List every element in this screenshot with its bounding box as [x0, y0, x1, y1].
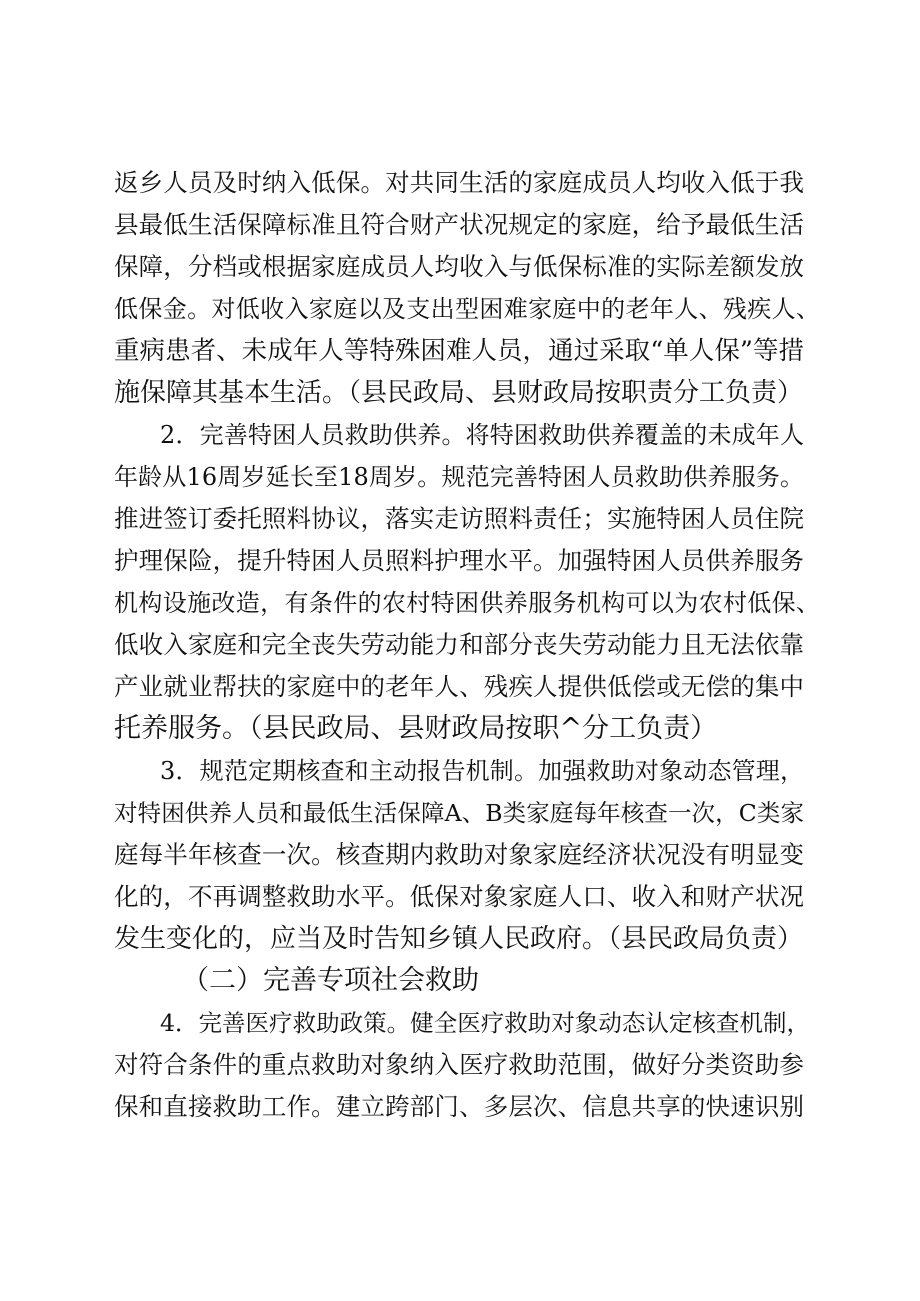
text-line: 保和直接救助工作。建立跨部门、多层次、信息共享的快速识别	[114, 1092, 804, 1121]
text-line: 3．规范定期核查和主动报告机制。加强救助对象动态管理，	[160, 757, 804, 785]
text-line: 重病患者、未成年人等特殊困难人员，通过采取“单人保”等措	[114, 336, 804, 366]
text-line: 年龄从16周岁延长至18周岁。规范完善特困人员救助供养服务。	[114, 463, 804, 491]
text-line: 低收入家庭和完全丧失劳动能力和部分丧失劳动能力且无法依靠	[114, 630, 804, 659]
text-line: 护理保险，提升特困人员照料护理水平。加强特困人员供养服务	[114, 546, 804, 575]
text-line: 机构设施改造，有条件的农村特困供养服务机构可以为农村低保、	[114, 589, 820, 617]
text-line: 庭每半年核查一次。核查期内救助对象家庭经济状况没有明显变	[114, 840, 804, 869]
text-line: 推进签订委托照料协议，落实走访照料责任；实施特困人员住院	[114, 504, 804, 533]
text-line: 产业就业帮扶的家庭中的老年人、残疾人提供低偿或无偿的集中	[114, 672, 804, 701]
text-line: 对符合条件的重点救助对象纳入医疗救助范围，做好分类资助参	[114, 1050, 804, 1079]
text-line: 托养服务。（县民政局、县财政局按职^分工负责）	[114, 713, 718, 744]
text-line: 发生变化的，应当及时告知乡镇人民政府。（县民政局负责）	[114, 924, 804, 954]
text-line: 化的，不再调整救助水平。低保对象家庭人口、收入和财产状况	[114, 882, 804, 911]
text-line: 县最低生活保障标准且符合财产状况规定的家庭，给予最低生活	[114, 210, 804, 239]
text-line: 施保障其基本生活。（县民政局、县财政局按职责分工负责）	[114, 378, 804, 408]
text-line: 2．完善特困人员救助供养。将特困救助供养覆盖的未成年人	[160, 421, 804, 449]
text-line: 4．完善医疗救助政策。健全医疗救助对象动态认定核查机制，	[160, 1009, 810, 1037]
text-line: 对特困供养人员和最低生活保障A、B类家庭每年核查一次，C类家	[114, 799, 804, 827]
section-heading: （二）完善专项社会救助	[182, 965, 479, 996]
text-line: 返乡人员及时纳入低保。对共同生活的家庭成员人均收入低于我	[114, 168, 804, 197]
text-line: 保障，分档或根据家庭成员人均收入与低保标准的实际差额发放	[114, 252, 804, 281]
text-line: 低保金。对低收入家庭以及支出型困难家庭中的老年人、残疾人、	[114, 295, 820, 323]
